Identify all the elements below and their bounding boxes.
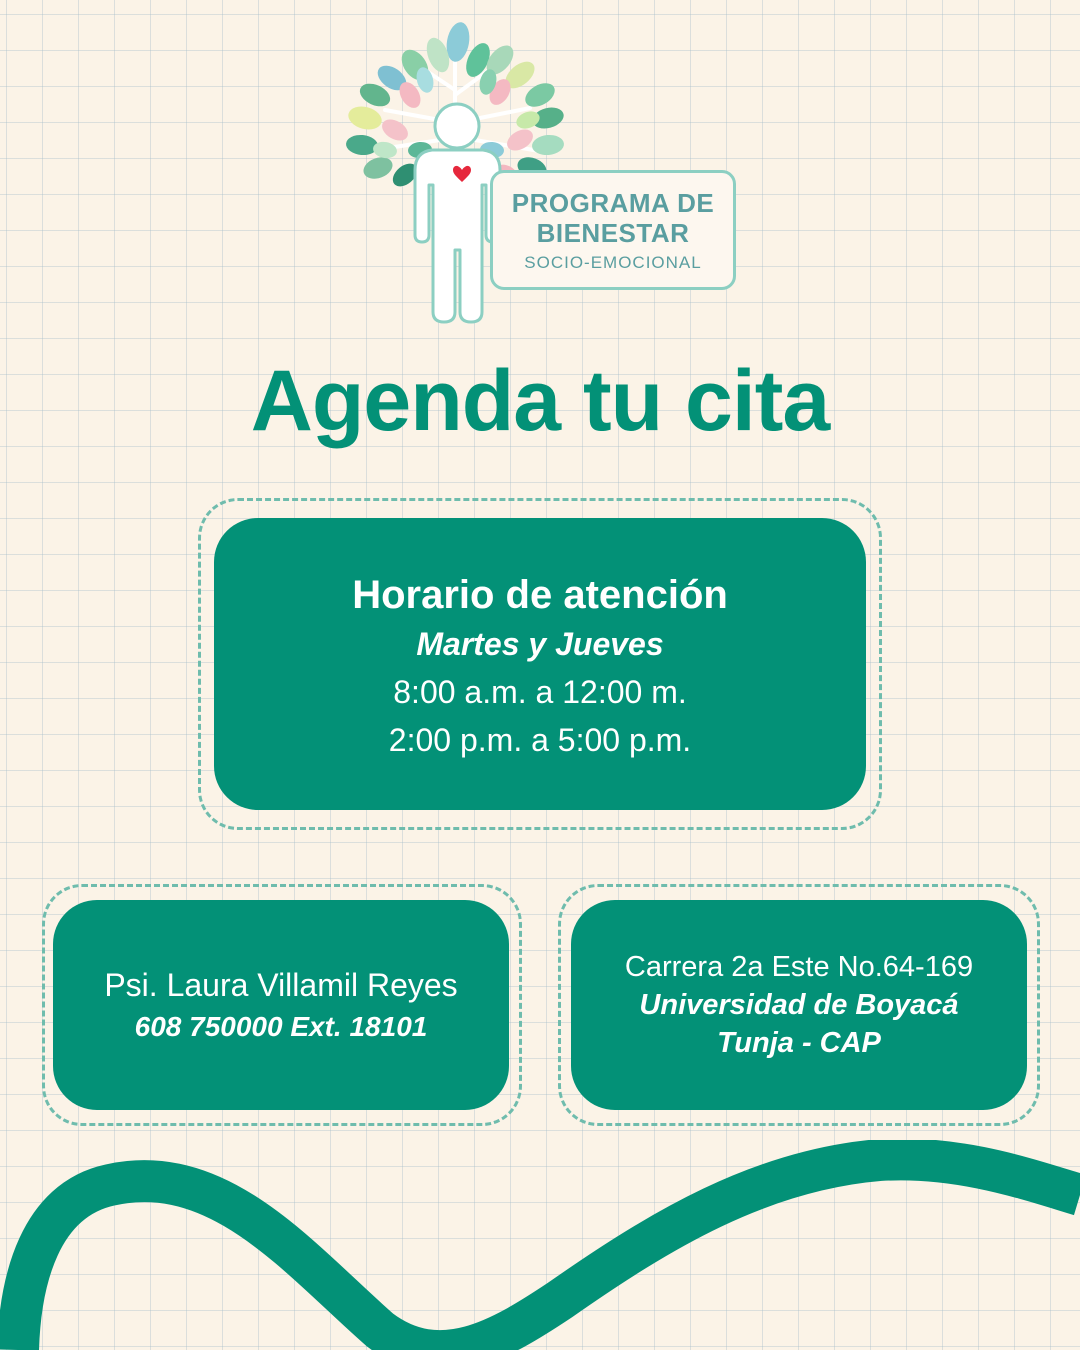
- schedule-morning-hours: 8:00 a.m. a 12:00 m.: [393, 674, 687, 710]
- logo-title-line2: BIENESTAR: [536, 218, 690, 248]
- page-title: Agenda tu cita: [250, 353, 830, 449]
- schedule-days: Martes y Jueves: [416, 626, 664, 662]
- schedule-afternoon-hours: 2:00 p.m. a 5:00 p.m.: [388, 722, 692, 758]
- location-institution: Universidad de Boyacá: [639, 989, 959, 1021]
- contact-card: [53, 900, 509, 1110]
- person-figure-icon: [415, 104, 500, 322]
- schedule-title: Horario de atención: [352, 573, 728, 617]
- location-address: Carrera 2a Este No.64-169: [624, 951, 974, 983]
- logo-title-line1: PROGRAMA DE: [511, 188, 715, 218]
- location-city: Tunja - CAP: [717, 1027, 881, 1059]
- contact-phone[interactable]: 608 750000 Ext. 18101: [134, 1011, 428, 1042]
- logo-subtitle: SOCIO-EMOCIONAL: [524, 253, 702, 272]
- location-card: [571, 900, 1027, 1110]
- schedule-card: [214, 518, 866, 810]
- decorative-wave: [0, 1140, 1080, 1350]
- psychologist-name: Psi. Laura Villamil Reyes: [104, 967, 458, 1003]
